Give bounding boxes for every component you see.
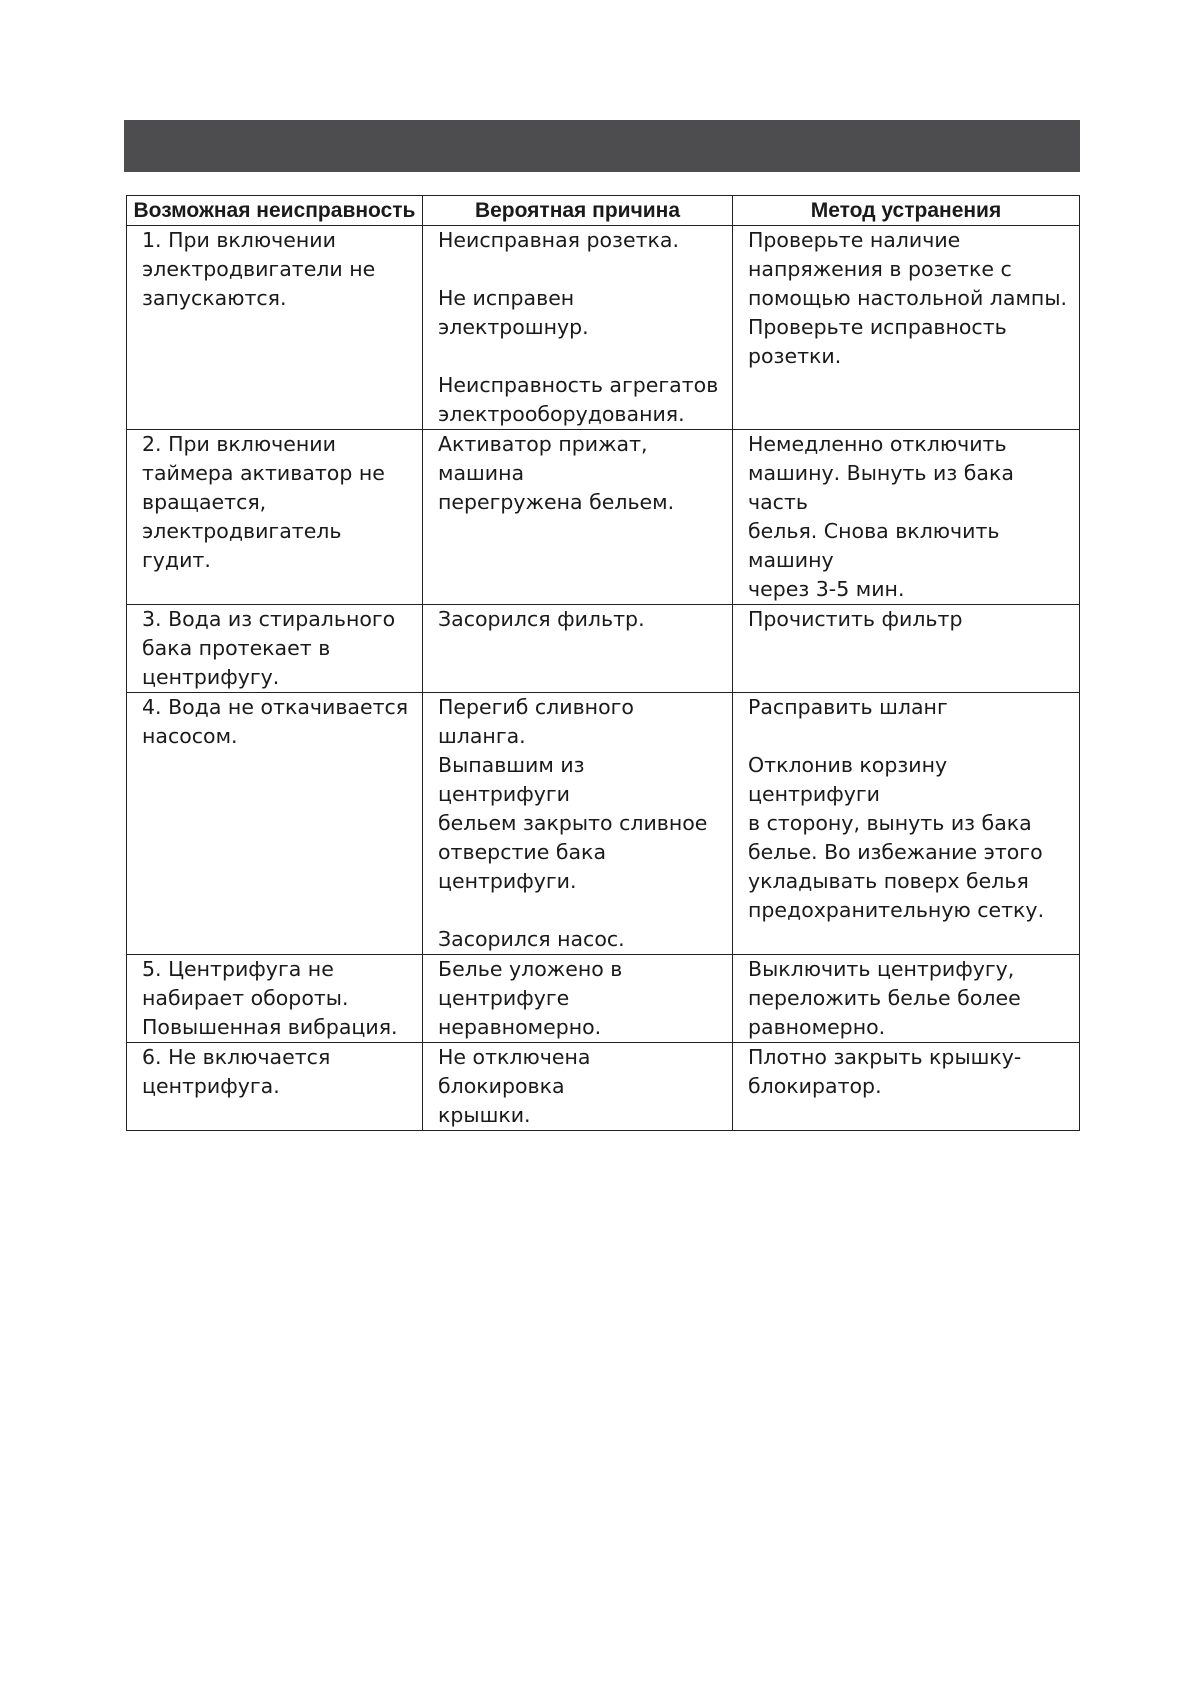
remedy-text: Проверьте наличие напряжения в розетке с помощью настольной лампы. Проверьте исправность розетки. (748, 228, 1068, 368)
table-row (127, 430, 1080, 605)
remedy-text: Отклонив корзину центрифуги в сторону, вынуть из бака белье. Во избежание этого укладывать поверх белья предохранительную сетку. (748, 753, 1045, 922)
table-row (127, 605, 1080, 693)
cause-cell (423, 693, 733, 955)
cause-text: Неисправность агрегатов электрооборудования. (438, 373, 719, 426)
cause-cell (423, 1043, 733, 1131)
table-row (127, 226, 1080, 430)
troubleshooting-table (126, 195, 1080, 1131)
remedy-text: Расправить шланг (748, 695, 948, 719)
problem-cell (127, 1043, 423, 1131)
cause-text: Неисправная розетка. (438, 228, 679, 252)
header-cause: Вероятная причина (423, 196, 733, 226)
remedy-cell (733, 955, 1080, 1043)
table-header-row (127, 196, 1080, 226)
problem-text: 6. Не включается центрифуга. (142, 1045, 331, 1098)
header-problem: Возможная неисправность (127, 196, 423, 226)
cause-text: Белье уложено в центрифуге неравномерно. (438, 957, 623, 1039)
cause-cell (423, 605, 733, 693)
cause-text: Засорился фильтр. (438, 607, 645, 631)
header-remedy: Метод устранения (733, 196, 1080, 226)
cause-cell (423, 430, 733, 605)
cause-cell (423, 955, 733, 1043)
problem-cell (127, 605, 423, 693)
section-header-bar (124, 120, 1080, 172)
cause-text: Активатор прижат, машина перегружена бельем. (438, 432, 675, 514)
remedy-cell (733, 430, 1080, 605)
cause-cell (423, 226, 733, 430)
remedy-cell (733, 693, 1080, 955)
problem-cell (127, 955, 423, 1043)
cause-text: Перегиб сливного шланга. Выпавшим из центрифуги бельем закрыто сливное отверстие бака центрифуги. (438, 695, 708, 893)
cause-text: Не исправен электрошнур. (438, 286, 589, 339)
problem-cell (127, 226, 423, 430)
table-row (127, 693, 1080, 955)
remedy-cell (733, 226, 1080, 430)
problem-cell (127, 693, 423, 955)
problem-text: 1. При включении электродвигатели не запускаются. (142, 228, 376, 310)
remedy-text: Прочистить фильтр (748, 607, 963, 631)
problem-text: 4. Вода не откачивается насосом. (142, 695, 409, 748)
remedy-text: Плотно закрыть крышку- блокиратор. (748, 1045, 1022, 1098)
remedy-cell (733, 605, 1080, 693)
remedy-text: Немедленно отключить машину. Вынуть из бака часть белья. Снова включить машину через 3-5 мин. (748, 432, 1014, 601)
table-row (127, 1043, 1080, 1131)
cause-text: Не отключена блокировка крышки. (438, 1045, 591, 1127)
problem-cell (127, 430, 423, 605)
problem-text: 5. Центрифуга не набирает обороты. Повышенная вибрация. (142, 957, 398, 1039)
problem-text: 3. Вода из стирального бака протекает в центрифугу. (142, 607, 396, 689)
remedy-cell (733, 1043, 1080, 1131)
cause-text: Засорился насос. (438, 927, 625, 951)
problem-text: 2. При включении таймера активатор не вращается, электродвигатель гудит. (142, 432, 385, 572)
remedy-text: Выключить центрифугу, переложить белье более равномерно. (748, 957, 1021, 1039)
table-row (127, 955, 1080, 1043)
